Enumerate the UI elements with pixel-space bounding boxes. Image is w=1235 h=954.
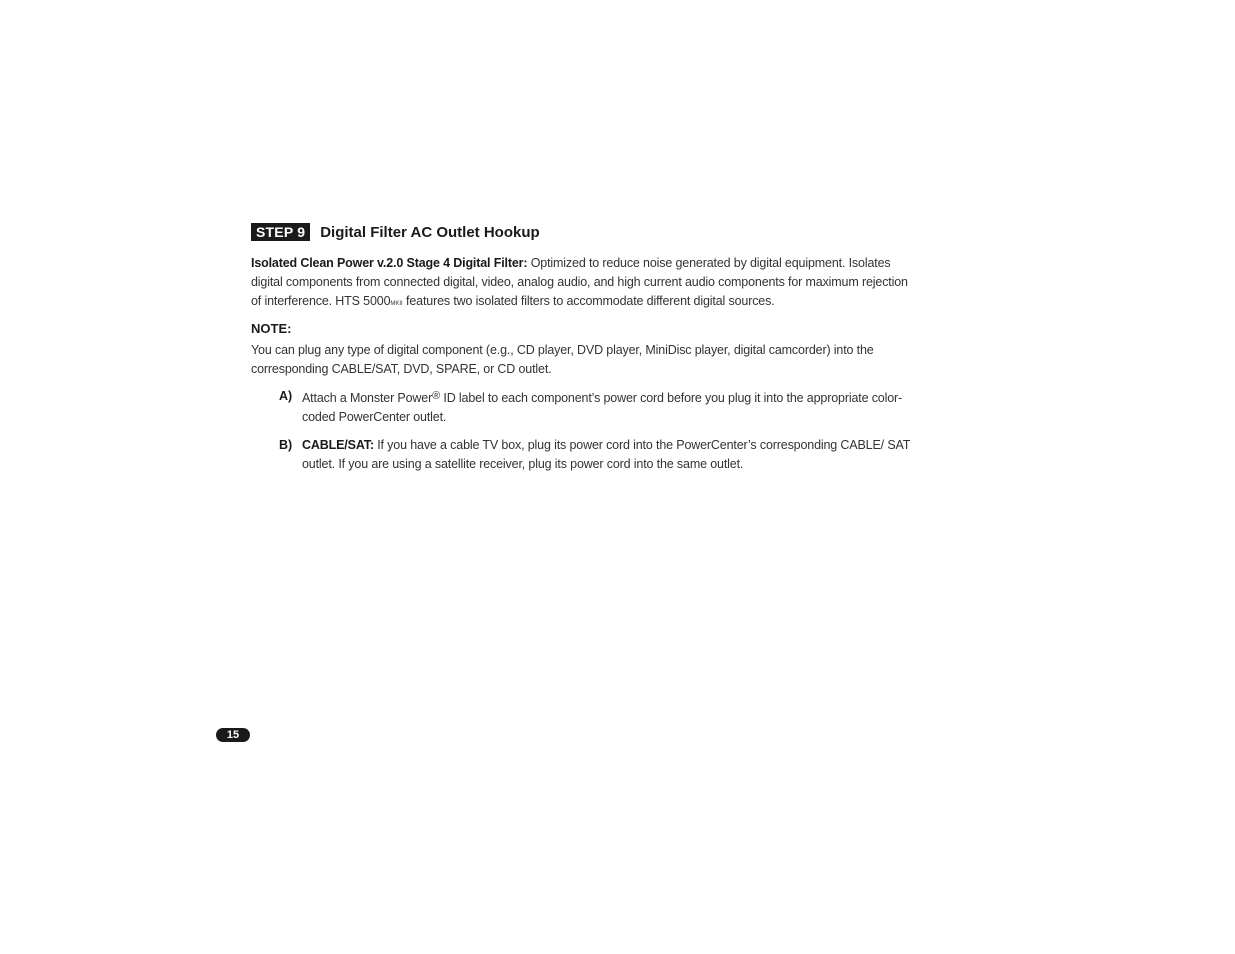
step-heading xyxy=(251,222,921,242)
step-badge: STEP 9 xyxy=(251,223,310,241)
item-text-after: ID label to each component’s power cord before you plug it into the appropriate color-coded PowerCenter outlet. xyxy=(302,391,903,424)
intro-paragraph xyxy=(251,254,921,314)
item-lead: CABLE/SAT: xyxy=(302,438,374,452)
manual-page xyxy=(251,222,921,483)
registered-symbol: ® xyxy=(432,390,441,402)
list-item-text xyxy=(302,387,921,427)
note-text: You can plug any type of digital component (e.g., CD player, DVD player, MiniDisc player, digital camcorder) into the corresponding CABLE/SAT, DVD, SPARE, or CD outlet. xyxy=(251,343,874,376)
list-marker: A) xyxy=(279,389,293,403)
note-label: NOTE: xyxy=(251,321,292,336)
intro-text-part2: features two isolated filters to accommodate different digital sources. xyxy=(402,294,775,308)
item-text-before: Attach a Monster Power xyxy=(302,391,433,405)
list-marker: B) xyxy=(279,438,293,452)
step-title: Digital Filter AC Outlet Hookup xyxy=(320,223,540,241)
list-item xyxy=(279,436,921,474)
model-suffix: MKII xyxy=(390,301,403,307)
intro-lead: Isolated Clean Power v.2.0 Stage 4 Digital Filter: xyxy=(251,256,528,270)
list-item xyxy=(279,387,921,427)
list-item-text xyxy=(302,436,921,474)
page-number: 15 xyxy=(216,728,250,742)
item-text: If you have a cable TV box, plug its power cord into the PowerCenter’s corresponding CABLE/ SAT outlet. If you are using a satellite receiver, plug its power cord into the same outlet. xyxy=(302,438,911,471)
instruction-list xyxy=(279,387,921,474)
intro-text-part1: Optimized to reduce noise generated by digital equipment. Isolates digital components from connected digital, video, analog audio, and high current audio components for maximum rejection of interference. HTS 5000 xyxy=(251,256,908,308)
